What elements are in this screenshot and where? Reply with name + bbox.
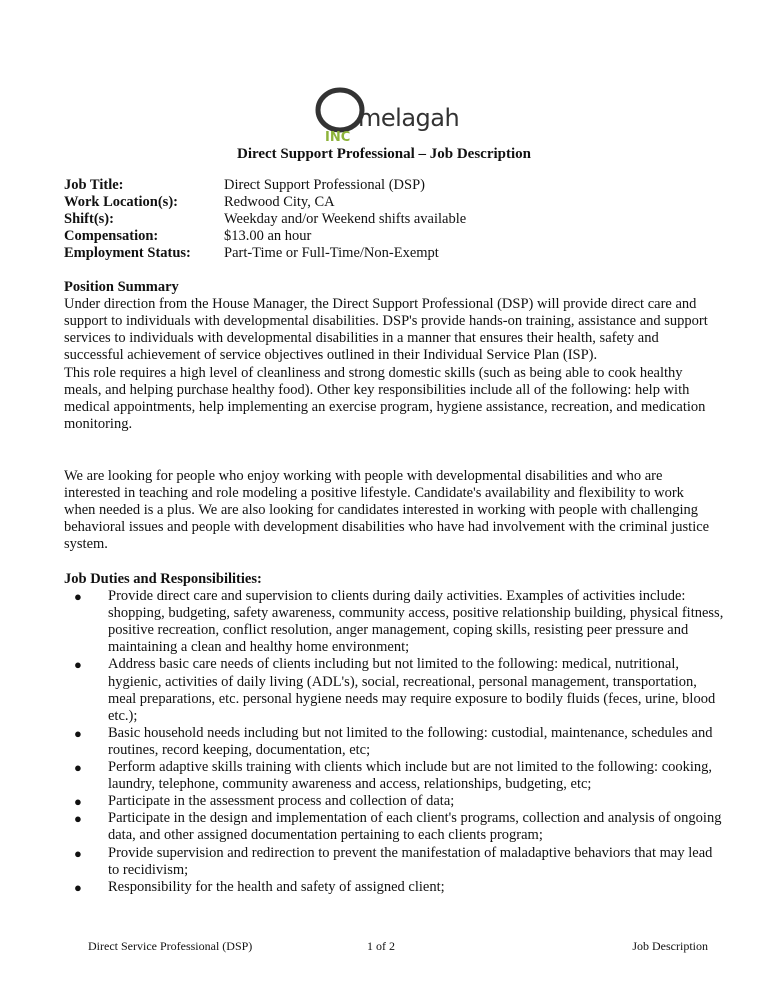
duty-text: Perform adaptive skills training with clients which include but are not limited to the following: cooking, laundry, telephone, community awareness and access, relationships, budgeting, etc; — [108, 759, 713, 793]
info-row-work-location — [64, 194, 466, 211]
bullet-icon: ● — [74, 760, 82, 776]
info-value: Part-Time or Full-Time/Non-Exempt — [224, 245, 439, 261]
bullet-icon: ● — [74, 811, 82, 827]
bullet-icon: ● — [74, 589, 82, 605]
info-row-job-title — [64, 177, 466, 194]
svg-text:INC: INC — [325, 130, 351, 144]
info-label: Shift(s): — [64, 211, 114, 227]
info-value: Direct Support Professional (DSP) — [224, 177, 425, 193]
summary-paragraph-block — [64, 468, 714, 553]
summary-paragraph: This role requires a high level of cleanliness and strong domestic skills (such as being able to cook healthy meals, and helping purchase healthy food). Other key responsibilities include all of the following: help with medical appointments, help implementing an exercise program, hygiene assistance, recreation, and medication monitoring. — [64, 365, 706, 433]
duty-text: Basic household needs including but not limited to the following: custodial, maintenance, schedules and routines, record keeping, documentation, etc; — [108, 724, 713, 758]
info-value: $13.00 an hour — [224, 228, 312, 244]
info-label: Compensation: — [64, 228, 159, 244]
bullet-icon: ● — [74, 845, 82, 861]
bullet-icon: ● — [74, 879, 82, 895]
duty-text: Responsibility for the health and safety of assigned client; — [108, 878, 445, 895]
job-duties-section — [64, 571, 724, 896]
duties-list — [64, 588, 724, 896]
list-item — [64, 588, 724, 656]
list-item — [64, 656, 724, 724]
info-value: Redwood City, CA — [224, 194, 335, 210]
section-heading: Position Summary — [64, 279, 179, 295]
summary-paragraph-block — [64, 365, 714, 433]
summary-paragraph: We are looking for people who enjoy working with people with developmental disabilities and who are interested in teaching and role modeling a positive lifestyle. Candidate's availability and flexibility to work when needed is a plus. We are also looking for candidates interested in working with people with challenging behavioral issues and people with development disabilities who have had involvement with the criminal justice system. — [64, 468, 710, 553]
page-footer — [88, 938, 708, 954]
footer-right: Job Description — [632, 939, 708, 953]
bullet-icon: ● — [74, 725, 82, 741]
position-summary-section — [64, 279, 714, 364]
page-number: 1 of 2 — [367, 939, 395, 953]
duty-text: Participate in the design and implementation of each client's programs, collection and analysis of ongoing data, and other assigned documentation pertaining to each clients program; — [108, 810, 722, 844]
bullet-icon: ● — [74, 657, 82, 673]
list-item — [64, 793, 724, 810]
duty-text: Participate in the assessment process and collection of data; — [108, 793, 455, 810]
list-item — [64, 845, 724, 879]
info-label: Work Location(s): — [64, 194, 178, 210]
duty-text: Provide supervision and redirection to prevent the manifestation of maladaptive behaviors that may lead to recidivism; — [108, 844, 713, 878]
list-item — [64, 879, 724, 896]
list-item — [64, 810, 724, 844]
info-row-employment-status — [64, 245, 466, 262]
company-logo-graphic — [310, 86, 460, 144]
section-heading: Job Duties and Responsibilities: — [64, 571, 262, 587]
footer-left: Direct Service Professional (DSP) — [88, 939, 253, 953]
list-item — [64, 759, 724, 793]
summary-paragraph: Under direction from the House Manager, the Direct Support Professional (DSP) will provide direct care and support to individuals with developmental disabilities. DSP's provide hands-on training, assistance and support services to individuals with developmental disabilities in a manner that ensures their health, safety and successful achievement of service objectives outlined in their Individual Service Plan (ISP). — [64, 296, 708, 364]
svg-text:melagah: melagah — [358, 104, 460, 132]
info-row-shifts — [64, 211, 466, 228]
info-label: Job Title: — [64, 177, 124, 193]
document-title: Direct Support Professional – Job Description — [236, 146, 532, 162]
info-row-compensation — [64, 228, 466, 245]
info-label: Employment Status: — [64, 245, 191, 261]
duty-text: Provide direct care and supervision to clients during daily activities. Examples of activities include: shopping, budgeting, safety awareness, community access, positive relationship building, physical fitness, positive recreation, conflict resolution, anger management, coping skills, resisting peer pressure and maintaining a clean and healthy home environment; — [108, 588, 724, 656]
job-info-block — [64, 177, 466, 262]
duty-text: Address basic care needs of clients including but not limited to the following: medical, nutritional, hygienic, activities of daily living (ADL's), social, recreational, personal management, transportation, meal preparations, etc. personal hygiene needs may require exposure to bodily fluids (feces, urine, blood etc.); — [108, 656, 716, 724]
info-value: Weekday and/or Weekend shifts available — [224, 211, 467, 227]
list-item — [64, 725, 724, 759]
bullet-icon: ● — [74, 794, 82, 810]
company-logo — [310, 86, 460, 144]
